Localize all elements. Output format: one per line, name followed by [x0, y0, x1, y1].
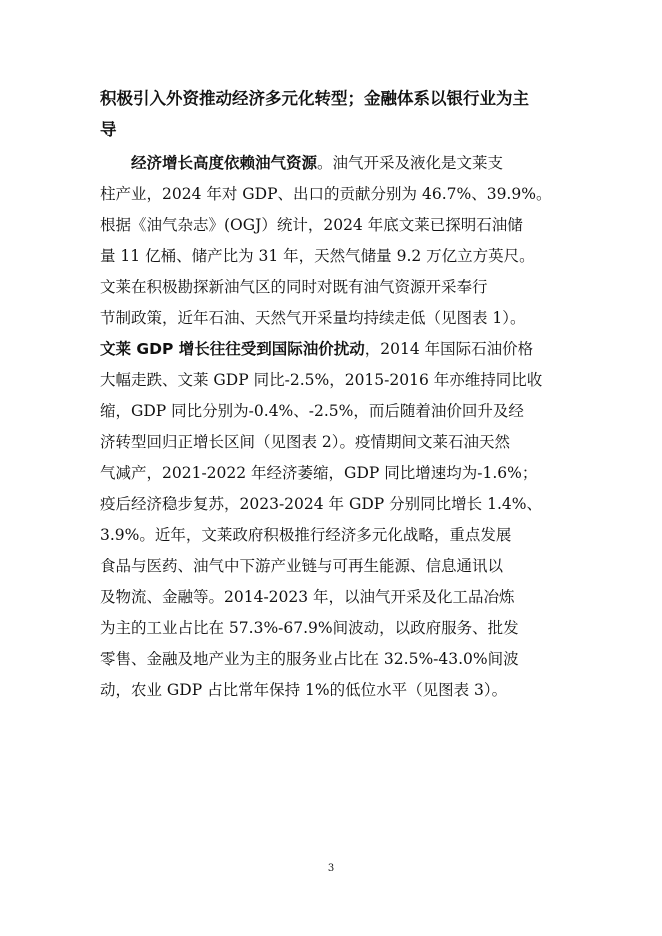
paragraph-line-8: 大幅走跌、文莱 GDP 同比-2.5%，2015-2016 年亦维持同比收 — [100, 371, 543, 389]
paragraph-line-14: 食品与医药、油气中下游产业链与可再生能源、信息通讯以 — [100, 557, 504, 575]
paragraph-line-12: 疫后经济稳步复苏，2023-2024 年 GDP 分别同比增长 1.4%、 — [100, 495, 542, 513]
paragraph-line-13: 3.9%。近年，文莱政府积极推行经济多元化战略，重点发展 — [100, 526, 512, 544]
paragraph-line-16: 为主的工业占比在 57.3%-67.9%间波动，以政府服务、批发 — [100, 619, 519, 637]
paragraph-line-10: 济转型回归正增长区间（见图表 2）。疫情期间文莱石油天然 — [100, 433, 511, 451]
paragraph-line-1-text: 。油气开采及液化是文莱支 — [317, 154, 504, 172]
paragraph-line-7-text: ，2014 年国际石油价格 — [364, 340, 534, 358]
paragraph-line-2: 柱产业，2024 年对 GDP、出口的贡献分别为 46.7%、39.9%。 — [100, 185, 552, 203]
section-heading-line-1: 积极引入外资推动经济多元化转型；金融体系以银行业为主 — [100, 89, 529, 108]
paragraph-line-9: 缩，GDP 同比分别为-0.4%、-2.5%，而后随着油价回升及经 — [100, 402, 524, 420]
section-heading — [100, 83, 570, 145]
paragraph-line-7 — [100, 334, 570, 365]
paragraph-line-11: 气减产，2021-2022 年经济萎缩，GDP 同比增速均为-1.6%； — [100, 464, 538, 482]
section-heading-line-2: 导 — [100, 120, 117, 139]
paragraph-line-18: 动，农业 GDP 占比常年保持 1%的低位水平（见图表 3）。 — [100, 681, 508, 699]
paragraph-line-4: 量 11 亿桶、储产比为 31 年，天然气储量 9.2 万亿立方英尺。 — [100, 247, 535, 265]
page-number: 3 — [327, 863, 335, 874]
paragraph-line-17: 零售、金融及地产业为主的服务业占比在 32.5%-43.0%间波 — [100, 650, 519, 668]
key-point-oil-price-impact: 文莱 GDP 增长往往受到国际油价扰动 — [100, 340, 365, 358]
paragraph-line-6: 节制政策，近年石油、天然气开采量均持续走低（见图表 1）。 — [100, 309, 526, 327]
body-paragraph — [100, 148, 570, 706]
paragraph-line-3: 根据《油气杂志》(OGJ）统计，2024 年底文莱已探明石油储 — [100, 216, 523, 234]
paragraph-line-1 — [100, 148, 570, 179]
key-point-oil-dependence: 经济增长高度依赖油气资源 — [131, 154, 318, 172]
paragraph-line-5: 文莱在积极勘探新油气区的同时对既有油气资源开采奉行 — [100, 278, 488, 296]
paragraph-line-15: 及物流、金融等。2014-2023 年，以油气开采及化工品冶炼 — [100, 588, 515, 606]
